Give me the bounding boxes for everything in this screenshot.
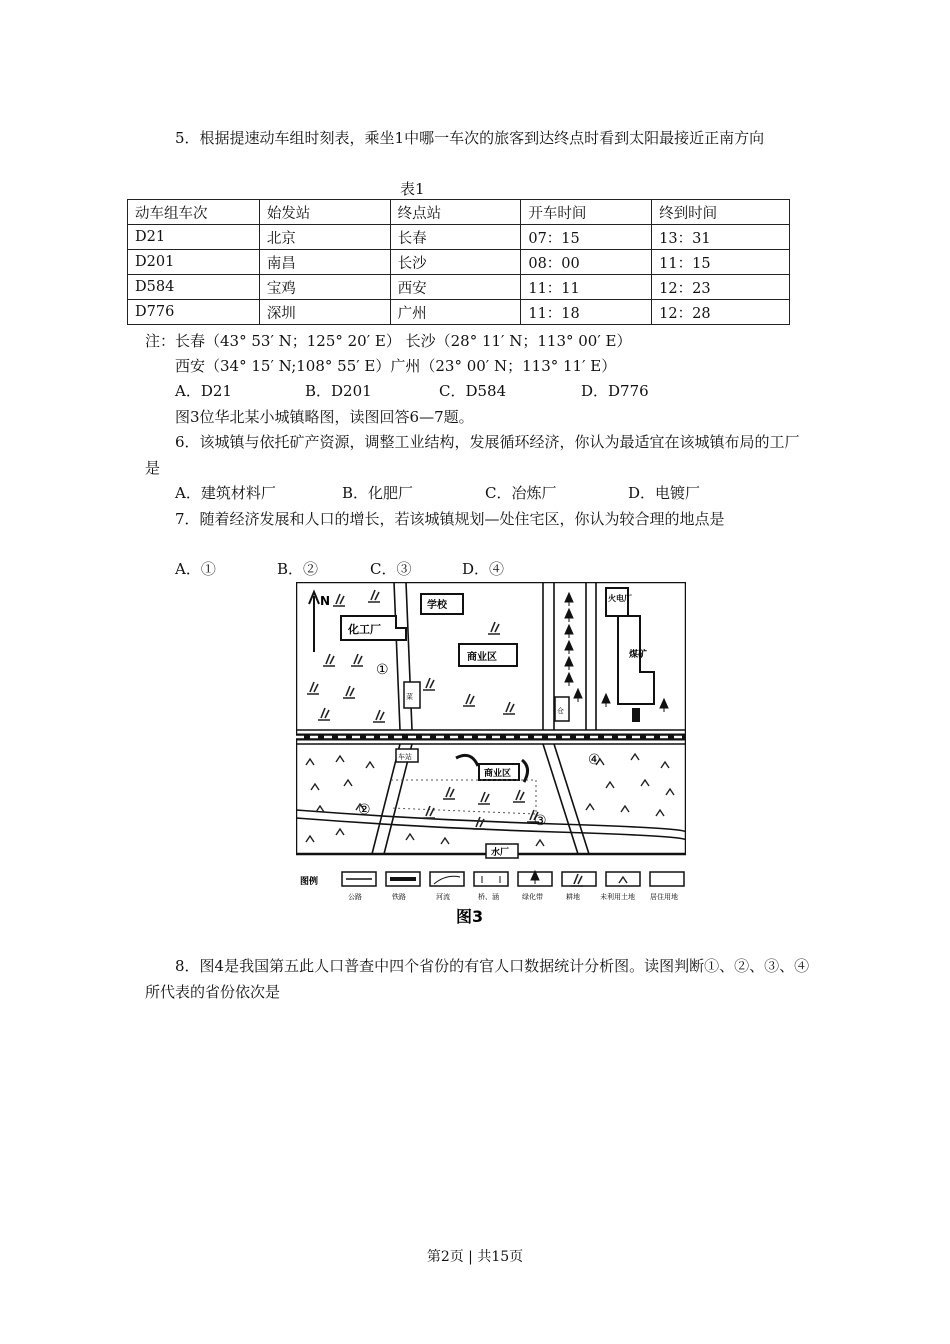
legend-label: 公路	[348, 893, 362, 901]
shop-right-label: 仓	[557, 707, 564, 715]
coal-mine-label: 煤矿	[629, 650, 648, 660]
location-4: ④	[588, 752, 601, 768]
table-cell: D776	[128, 300, 260, 325]
table-cell: 广州	[390, 300, 521, 325]
north-label: N	[320, 594, 331, 608]
option-a: A．建筑材料厂	[175, 484, 276, 502]
table-caption: 表1	[400, 180, 425, 198]
legend-label: 绿化带	[522, 893, 543, 901]
table-cell: 长沙	[390, 250, 521, 275]
table-cell: D201	[128, 250, 260, 275]
q6-options	[175, 480, 700, 506]
legend-label: 桥、涵	[478, 893, 499, 901]
page-footer: 第2页 | 共15页	[426, 1249, 524, 1265]
option-d: D．④	[462, 560, 505, 578]
table-cell: 12：28	[652, 300, 790, 325]
water-plant-label: 水厂	[491, 848, 510, 858]
timetable	[127, 199, 790, 325]
legend-label: 铁路	[392, 893, 406, 901]
q5-note-1: 注：长春（43° 53′ N；125° 20′ E） 长沙（28° 11′ N；113° 00′ E）	[145, 332, 632, 350]
table-row	[128, 275, 790, 300]
table-cell: 深圳	[259, 300, 390, 325]
town-map-figure	[296, 582, 686, 927]
figure-caption: 图3	[456, 907, 484, 926]
table-header: 终到时间	[652, 200, 790, 225]
table-row	[128, 225, 790, 250]
station-label: 车站	[398, 753, 412, 761]
q7-text: 7．随着经济发展和人口的增长，若该城镇规划—处住宅区，你认为较合理的地点是	[175, 510, 725, 528]
table-header: 开车时间	[521, 200, 652, 225]
table-cell: 宝鸡	[259, 275, 390, 300]
location-1: ①	[376, 662, 389, 678]
option-a: A．①	[175, 560, 216, 578]
commerce2-label: 商业区	[484, 769, 512, 779]
table-cell: 07：15	[521, 225, 652, 250]
legend-label: 居住用地	[650, 893, 678, 901]
option-b: B．D201	[305, 382, 372, 400]
legend	[342, 871, 684, 901]
location-2: ②	[358, 802, 371, 818]
q8-text: 8．图4是我国第五此人口普查中四个省份的有官人口数据统计分析图。读图判断①、②、③、④所代表的省份依次是	[145, 957, 810, 1001]
option-a: A．D21	[175, 382, 232, 400]
chemical-plant-label: 化工厂	[348, 623, 381, 636]
q7-options	[175, 556, 504, 582]
option-d: D．D776	[581, 382, 649, 400]
school-label: 学校	[427, 600, 447, 611]
table-cell: 长春	[390, 225, 521, 250]
option-c: C．③	[370, 560, 412, 578]
option-b: B．化肥厂	[342, 484, 414, 502]
table-row	[128, 250, 790, 275]
q6-text: 6．该城镇与依托矿产资源，调整工业结构，发展循环经济，你认为最适宜在该城镇布局的工厂是	[145, 433, 800, 477]
option-d: D．电镀厂	[628, 484, 701, 502]
table-cell: D21	[128, 225, 260, 250]
table-cell: D584	[128, 275, 260, 300]
intro-6-7: 图3位华北某小城镇略图，读图回答6—7题。	[175, 408, 474, 426]
table-row	[128, 300, 790, 325]
table-cell: 11：15	[652, 250, 790, 275]
table-cell: 11：11	[521, 275, 652, 300]
table-cell: 北京	[259, 225, 390, 250]
shop-left-label: 菜	[406, 693, 413, 701]
option-c: C．D584	[439, 382, 507, 400]
town-map	[296, 582, 686, 927]
option-c: C．冶炼厂	[485, 484, 557, 502]
location-3: ③	[534, 813, 547, 829]
table-cell: 南昌	[259, 250, 390, 275]
q5-text: 5．根据提速动车组时刻表，乘坐1中哪一车次的旅客到达终点时看到太阳最接近正南方向	[175, 129, 765, 147]
table-header: 始发站	[259, 200, 390, 225]
table-cell: 西安	[390, 275, 521, 300]
option-b: B．②	[277, 560, 319, 578]
table-header-row	[128, 200, 790, 225]
table-cell: 13：31	[652, 225, 790, 250]
table-header: 终点站	[390, 200, 521, 225]
table-header: 动车组车次	[128, 200, 260, 225]
table-cell: 12：23	[652, 275, 790, 300]
legend-label: 河流	[436, 893, 450, 901]
q5-note-2: 西安（34° 15′ N;108° 55′ E）广州（23° 00′ N；113° 11′ E）	[175, 357, 617, 375]
table-cell: 08：00	[521, 250, 652, 275]
table-cell: 11：18	[521, 300, 652, 325]
legend-label: 未利用土地	[600, 893, 635, 901]
q5-options	[175, 378, 649, 404]
legend-label: 耕地	[566, 893, 580, 901]
commerce-label: 商业区	[467, 652, 497, 663]
power-plant-label: 火电厂	[608, 594, 632, 603]
legend-title: 图例	[300, 877, 319, 887]
